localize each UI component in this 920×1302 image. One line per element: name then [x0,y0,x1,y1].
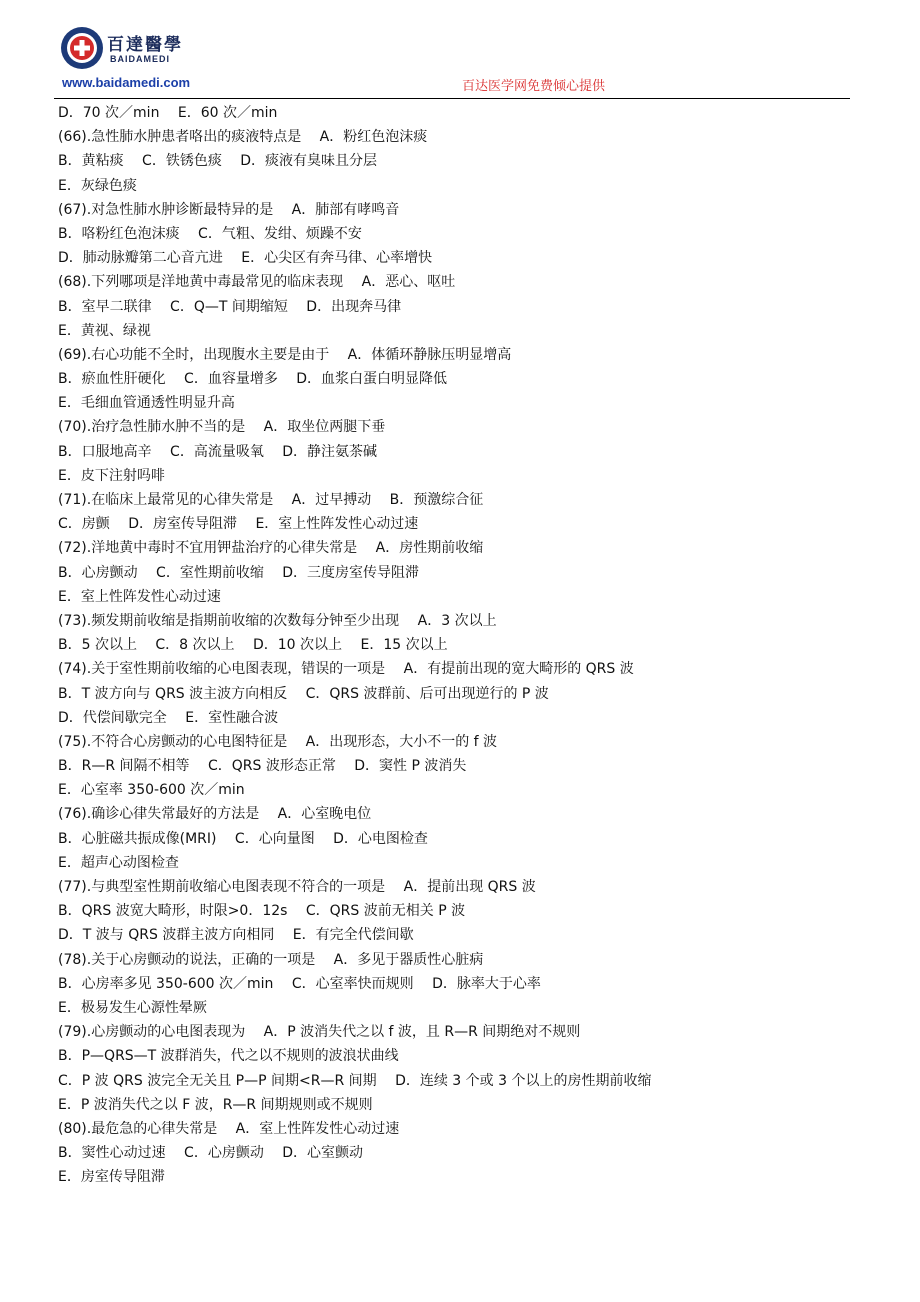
header-tagline: 百达医学网免费倾心提供 [462,79,606,94]
question-list [58,101,858,1189]
text-line: B．心房率多见 350-600 次／min C．心室率快而规则 D．脉率大于心率 [58,975,541,992]
text-line: (76).确诊心律失常最好的方法是 A．心室晚电位 [58,806,372,823]
text-line: B．室早二联律 C．Q—T 间期缩短 D．出现奔马律 [58,298,402,315]
text-line: B．窦性心动过速 C．心房颤动 D．心室颤动 [58,1145,364,1162]
text-line: (70).治疗急性肺水肿不当的是 A．取坐位两腿下垂 [58,419,386,436]
text-line: B．瘀血性肝硬化 C．血容量增多 D．血浆白蛋白明显降低 [58,371,448,388]
text-line: B．心脏磁共振成像(MRI) C．心向量图 D．心电图检查 [58,830,428,847]
text-line: (77).与典型室性期前收缩心电图表现不符合的一项是 A．提前出现 QRS 波 [58,879,536,895]
baidamedi-logo-icon [60,26,104,70]
text-line: (74).关于室性期前收缩的心电图表现，错误的一项是 A．有提前出现的宽大畸形的 QRS 波 [58,661,634,678]
text-line: C．房颤 D．房室传导阻滞 E．室上性阵发性心动过速 [58,516,419,533]
text-line: (68).下列哪项是洋地黄中毒最常见的临床表现 A．恶心、呕吐 [58,274,456,291]
text-line: C．P 波 QRS 波完全无关且 P—P 间期<R—R 间期 D．连续 3 个或 3 个以上的房性期前收缩 [58,1072,652,1089]
text-line: E．超声心动图检查 [58,854,179,871]
text-line: (66).急性肺水肿患者咯出的痰液特点是 A．粉红色泡沫痰 [58,129,428,146]
text-line: B．T 波方向与 QRS 波主波方向相反 C．QRS 波群前、后可出现逆行的 P 波 [58,685,549,702]
text-line: (75).不符合心房颤动的心电图特征是 A．出现形态，大小不一的 f 波 [58,733,498,750]
text-line: (80).最危急的心律失常是 A．室上性阵发性心动过速 [58,1120,400,1137]
text-line: E．黄视、绿视 [58,322,151,339]
text-line: E．室上性阵发性心动过速 [58,588,221,605]
text-line: (67).对急性肺水肿诊断最特异的是 A．肺部有哮鸣音 [58,201,400,218]
text-line: B．5 次以上 C．8 次以上 D．10 次以上 E．15 次以上 [58,637,448,654]
logo-english-text: BAIDAMEDI [110,54,170,64]
text-line: (78).关于心房颤动的说法，正确的一项是 A．多见于器质性心脏病 [58,951,484,968]
text-line: B．R—R 间隔不相等 C．QRS 波形态正常 D．窦性 P 波消失 [58,758,467,775]
text-line: B．黄粘痰 C．铁锈色痰 D．痰液有臭味且分层 [58,153,378,170]
text-line: E．毛细血管通透性明显升高 [58,395,235,412]
text-line: (73).频发期前收缩是指期前收缩的次数每分钟至少出现 A．3 次以上 [58,612,497,629]
text-line: E．皮下注射吗啡 [58,467,165,484]
text-line: (72).洋地黄中毒时不宜用钾盐治疗的心律失常是 A．房性期前收缩 [58,540,484,557]
text-line: (79).心房颤动的心电图表现为 A．P 波消失代之以 f 波，且 R—R 间期绝对不规则 [58,1024,581,1041]
text-line: (69).右心功能不全时，出现腹水主要是由于 A．体循环静脉压明显增高 [58,346,512,363]
text-line: B．QRS 波宽大畸形，时限>0．12s C．QRS 波前无相关 P 波 [58,903,466,920]
text-line: D．70 次／min E．60 次／min [58,105,278,121]
text-line: D．T 波与 QRS 波群主波方向相同 E．有完全代偿间歇 [58,927,414,944]
logo-chinese-text: 百達醫學 [107,35,183,55]
text-line: E．心室率 350-600 次／min [58,782,245,799]
text-line: E．灰绿色痰 [58,177,137,194]
page-header [0,0,920,102]
text-line: D．肺动脉瓣第二心音亢进 E．心尖区有奔马律、心率增快 [58,250,433,267]
text-line: D．代偿间歇完全 E．室性融合波 [58,709,279,726]
site-url-link[interactable]: www.baidamedi.com [62,75,191,90]
text-line: B．P—QRS—T 波群消失，代之以不规则的波浪状曲线 [58,1048,399,1065]
text-line: B．心房颤动 C．室性期前收缩 D．三度房室传导阻滞 [58,564,420,581]
text-line: (71).在临床上最常见的心律失常是 A．过早搏动 B．预激综合征 [58,492,484,508]
text-line: B．口服地高辛 C．高流量吸氧 D．静注氨茶碱 [58,443,378,460]
text-line: B．咯粉红色泡沫痰 C．气粗、发绀、烦躁不安 [58,225,362,242]
text-line: E．P 波消失代之以 F 波，R—R 间期规则或不规则 [58,1096,373,1113]
header-divider [54,98,850,99]
text-line: E．极易发生心源性晕厥 [58,999,207,1016]
text-line: E．房室传导阻滞 [58,1169,165,1186]
